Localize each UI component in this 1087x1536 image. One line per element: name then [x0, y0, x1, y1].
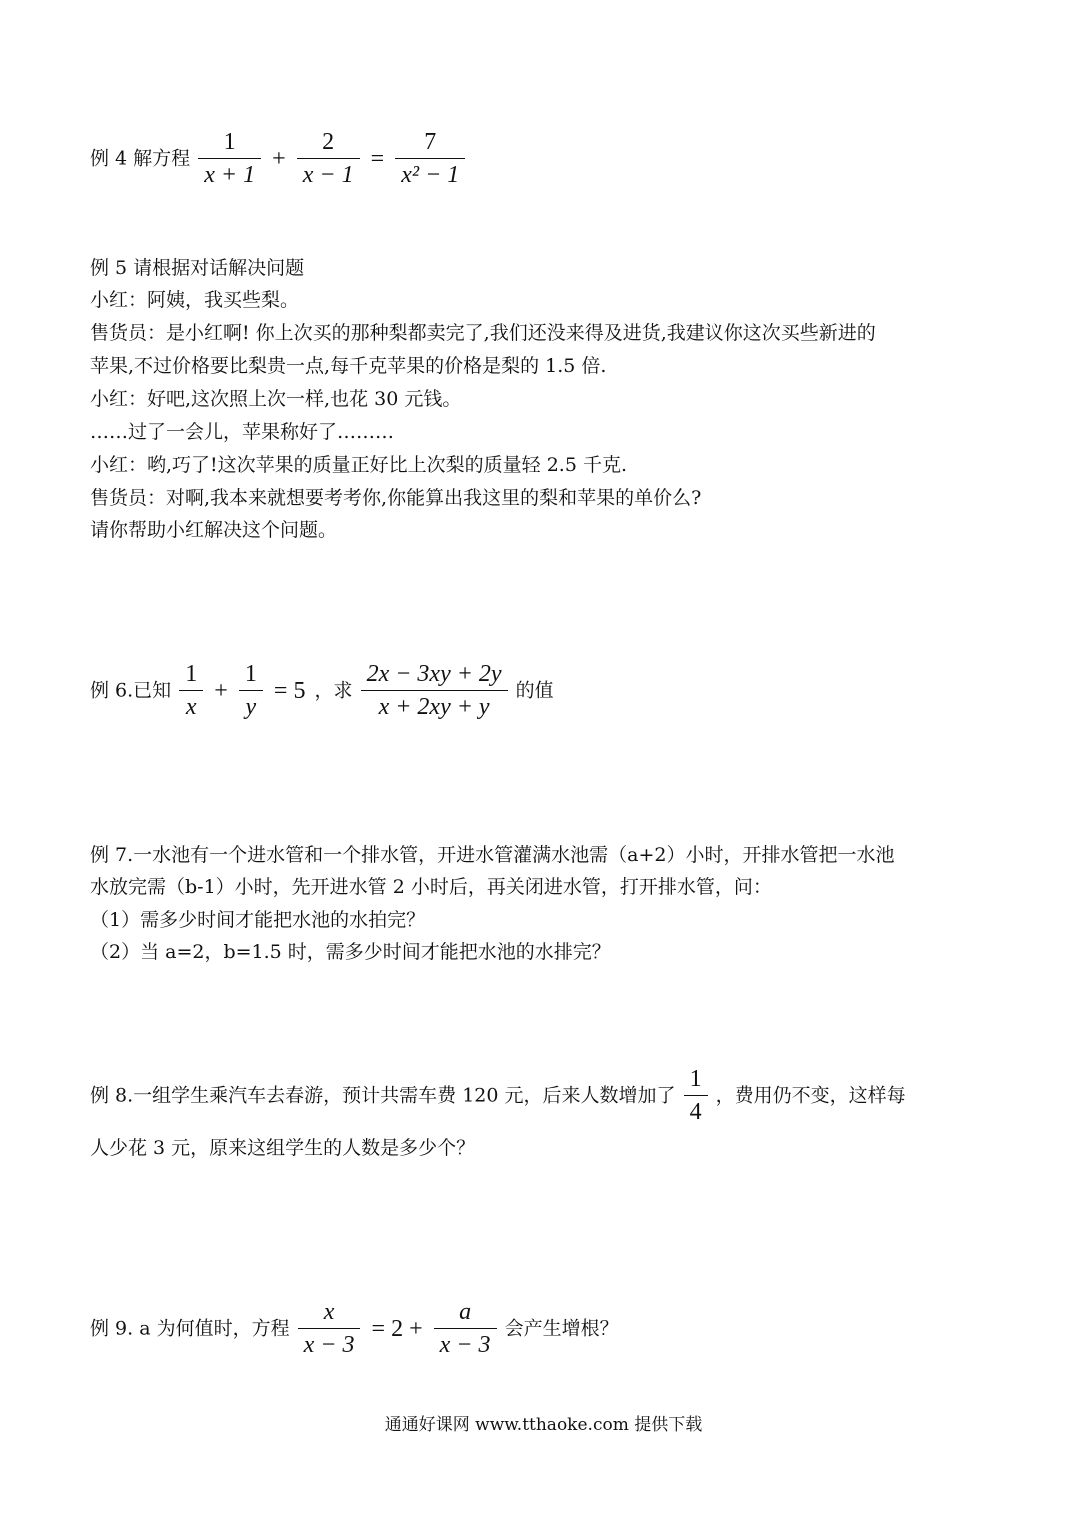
example-7-line: （1）需多少时间才能把水池的水拍完？ [90, 909, 426, 931]
example-7-line: 例 7.一水池有一个进水管和一个排水管，开进水管灌满水池需（a+2）小时，开排水管把一水池 [90, 844, 895, 866]
example-4-label: 例 4 解方程 [90, 147, 191, 170]
example-8: 例 8.一组学生乘汽车去春游，预计共需车费 120 元，后来人数增加了 $\frac{1}{4}$ ，费用仍不变，这样每 [90, 1066, 906, 1125]
fraction: $\frac{2}{x - 1}$ [297, 128, 360, 189]
fraction: $\frac{1}{x}$ [179, 660, 203, 721]
example-9: 例 9. a 为何值时，方程 $\frac{x}{x - 3}$ = 2 + $\frac{a}{x - 3}$ 会产生增根？ [90, 1299, 619, 1358]
dialogue-line: 售货员：是小红啊! 你上次买的那种梨都卖完了,我们还没来得及进货,我建议你这次买些新进的 [90, 322, 876, 344]
fraction: $\frac{x}{x - 3}$ [298, 1298, 361, 1359]
example-6-label: 例 6.已知 [90, 679, 172, 702]
dialogue-line: 售货员：对啊,我本来就想要考考你,你能算出我这里的梨和苹果的单价么? [90, 487, 702, 509]
fraction: $\frac{7}{\text{x² − 1}}$ [395, 128, 465, 189]
dialogue-line: 苹果,不过价格要比梨贵一点,每千克苹果的价格是梨的 1.5 倍. [90, 355, 607, 377]
fraction: $\frac{1}{x + 1}$ [198, 128, 261, 189]
dialogue-line: ……过了一会儿，苹果称好了……… [90, 421, 395, 443]
example-4: 例 4 解方程 $\frac{1}{x + 1}$ + $\frac{2}{x - 1}$ = $\frac{7}{\text{x² − 1}}$ [90, 128, 467, 189]
dialogue-line: 请你帮助小红解决这个问题。 [90, 519, 338, 541]
fraction: $\frac{1}{4}$ [684, 1065, 708, 1126]
fraction: $\frac{2x - 3xy + 2y}{x + 2xy + y}$ [361, 660, 508, 721]
dialogue-line: 小红：哟,巧了!这次苹果的质量正好比上次梨的质量轻 2.5 千克. [90, 454, 628, 476]
fraction: $\frac{1}{y}$ [239, 660, 263, 721]
example-6: 例 6.已知 $\frac{1}{x}$ + $\frac{1}{y}$ = 5 ，求 $\frac{2x - 3xy + 2y}{x + 2xy + y}$ 的值 [90, 661, 554, 720]
page-footer: 通通好课网 www.tthaoke.com 提供下载 [384, 1415, 703, 1435]
example-8-line-2: 人少花 3 元，原来这组学生的人数是多少个？ [90, 1137, 476, 1159]
example-5-title: 例 5 请根据对话解决问题 [90, 257, 305, 279]
dialogue-line: 小红：好吧,这次照上次一样,也花 30 元钱。 [90, 388, 462, 410]
example-7-line: 水放完需（b-1）小时，先开进水管 2 小时后，再关闭进水管，打开排水管，问： [90, 876, 772, 898]
fraction: $\frac{a}{x - 3}$ [434, 1298, 497, 1359]
example-7-line: （2）当 a=2，b=1.5 时，需多少时间才能把水池的水排完？ [90, 941, 611, 963]
dialogue-line: 小红：阿姨，我买些梨。 [90, 289, 300, 311]
